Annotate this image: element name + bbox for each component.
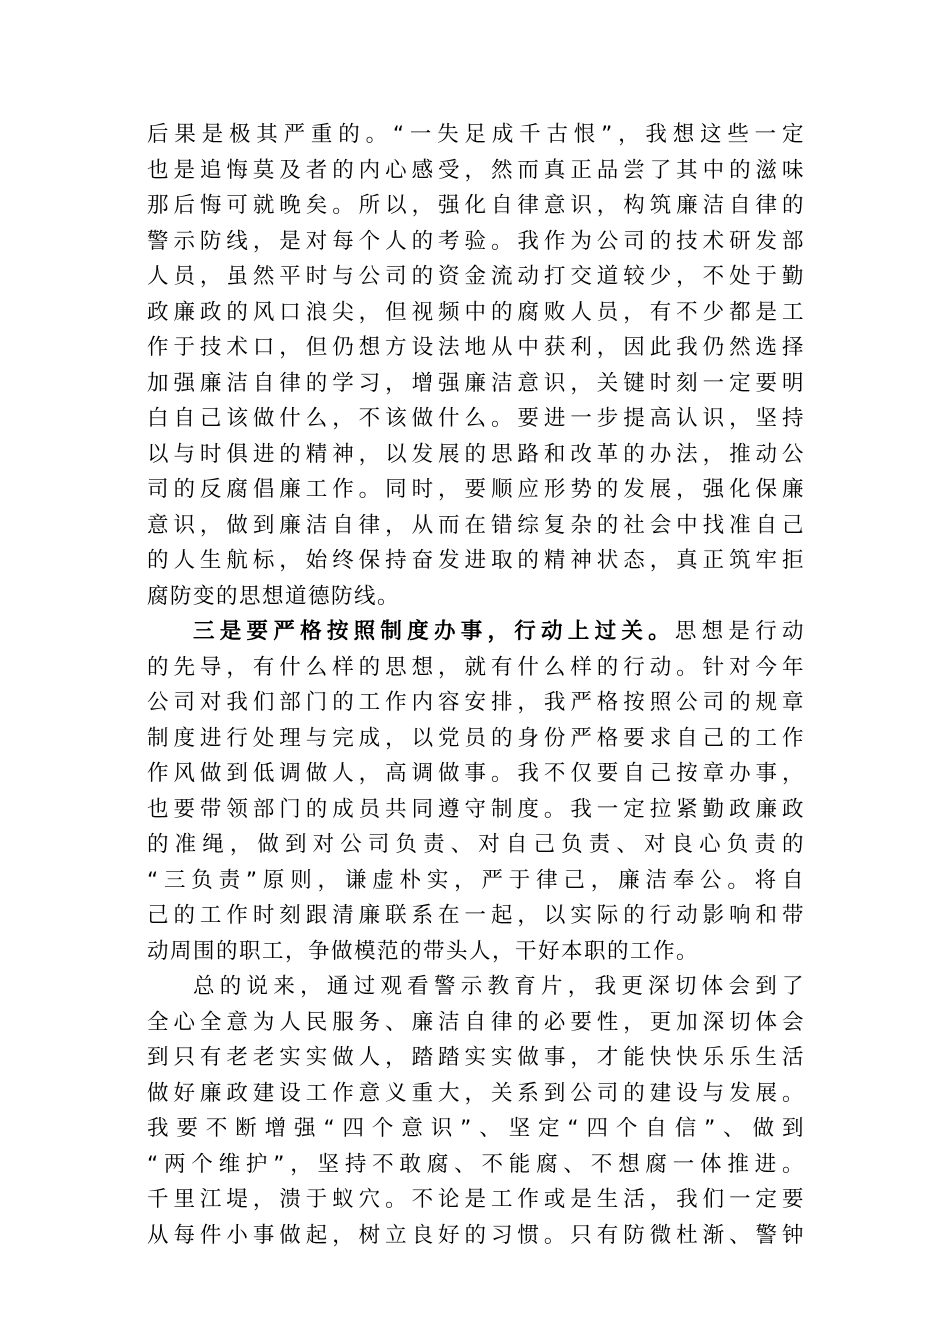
body-line: 千里江堤，溃于蚁穴。不论是工作或是生活，我们一定要	[147, 1187, 805, 1212]
body-line: 后果是极其严重的。“一失足成千古恨”，我想这些一定	[147, 122, 805, 147]
body-line: 警示防线，是对每个人的考验。我作为公司的技术研发部	[147, 228, 805, 254]
section3-first-line-text: 思想是行动	[674, 619, 805, 644]
body-line: 加强廉洁自律的学习，增强廉洁意识，关键时刻一定要明	[147, 370, 805, 396]
body-line: 的人生航标，始终保持奋发进取的精神状态，真正筑牢拒	[147, 548, 805, 573]
body-line: 制度进行处理与完成，以党员的身份严格要求自己的工作	[147, 725, 805, 751]
body-line: 政廉政的风口浪尖，但视频中的腐败人员，有不少都是工	[147, 299, 805, 325]
document-body	[147, 117, 805, 1253]
body-line: 公司对我们部门的工作内容安排，我严格按照公司的规章	[147, 690, 805, 715]
body-line: 作于技术口，但仍想方设法地从中获利，因此我仍然选择	[147, 335, 805, 360]
body-line: 到只有老老实实做人，踏踏实实做事，才能快快乐乐生活	[147, 1045, 805, 1070]
body-line: “两个维护”，坚持不敢腐、不能腐、不想腐一体推进。	[147, 1151, 805, 1177]
body-line: 那后悔可就晚矣。所以，强化自律意识，构筑廉洁自律的	[147, 193, 805, 218]
body-line: 腐防变的思想道德防线。	[147, 583, 401, 609]
body-line: 也是追悔莫及者的内心感受，然而真正品尝了其中的滋味	[147, 157, 805, 183]
body-line: 司的反腐倡廉工作。同时，要顺应形势的发展，强化保廉	[147, 477, 805, 502]
section3-heading: 三是要严格按照制度办事，行动上过关。	[193, 619, 675, 644]
body-line: 作风做到低调做人，高调做事。我不仅要自己按章办事，	[147, 761, 805, 786]
section3-first-line	[147, 614, 805, 650]
body-line: 白自己该做什么，不该做什么。要进一步提高认识，坚持	[147, 406, 805, 431]
body-line: 动周围的职工，争做模范的带头人，干好本职的工作。	[147, 938, 700, 964]
body-line: 人员，虽然平时与公司的资金流动打交道较少，不处于勤	[147, 264, 805, 289]
body-line: 的准绳，做到对公司负责、对自己负责、对良心负责的	[147, 832, 805, 857]
body-line: 意识，做到廉洁自律，从而在错综复杂的社会中找准自己	[147, 512, 805, 538]
body-line: 也要带领部门的成员共同遵守制度。我一定拉紧勤政廉政	[147, 796, 805, 822]
body-line: 以与时俱进的精神，以发展的思路和改革的办法，推动公	[147, 441, 805, 467]
body-line: 从每件小事做起，树立良好的习惯。只有防微杜渐、警钟	[147, 1222, 805, 1248]
body-line: 我要不断增强“四个意识”、坚定“四个自信”、做到	[147, 1116, 805, 1141]
body-line: 的先导，有什么样的思想，就有什么样的行动。针对今年	[147, 654, 805, 680]
summary-first-line: 总的说来，通过观看警示教育片，我更深切体会到了	[193, 974, 805, 999]
body-line: “三负责”原则，谦虚朴实，严于律己，廉洁奉公。将自	[147, 867, 805, 893]
body-line: 己的工作时刻跟清廉联系在一起，以实际的行动影响和带	[147, 903, 805, 928]
body-line: 做好廉政建设工作意义重大，关系到公司的建设与发展。	[147, 1080, 805, 1106]
body-line: 全心全意为人民服务、廉洁自律的必要性，更加深切体会	[147, 1009, 805, 1035]
